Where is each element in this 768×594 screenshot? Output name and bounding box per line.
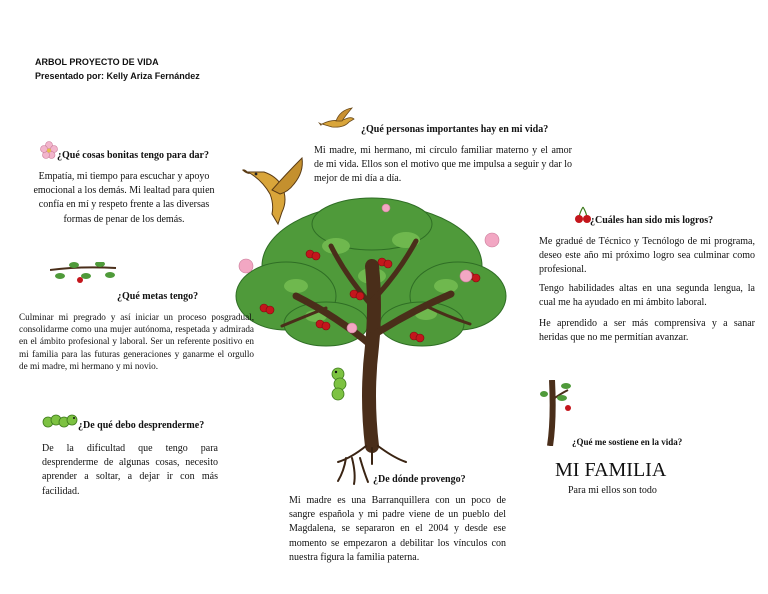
question-provengo: ¿De dónde provengo? xyxy=(373,474,466,485)
question-bonitas: ¿Qué cosas bonitas tengo para dar? xyxy=(57,150,209,161)
answer-logros-3: He aprendido a ser más comprensiva y a sanar heridas que no me permitían avanzar. xyxy=(539,318,755,344)
answer-logros-2: Tengo habilidades altas en una segunda lengua, la cual me ha ayudado en mi ámbito laboral. xyxy=(539,283,755,309)
family-heading: MI FAMILIA xyxy=(555,459,667,481)
question-sostiene: ¿Qué me sostiene en la vida? xyxy=(572,437,683,447)
question-logros: ¿Cuáles han sido mis logros? xyxy=(590,215,714,226)
trunk-icon xyxy=(540,380,572,446)
question-metas: ¿Qué metas tengo? xyxy=(117,291,199,302)
answer-provengo: Mi madre es una Barranquillera con un poco de sangre española y mi padre viene de un pueblo del Magdalena, se separaron en el 2004 y desde ese momento se empezaron a debilitar los vínculos con nuestra figura la familia paterna. xyxy=(289,495,506,563)
doc-title: ARBOL PROYECTO DE VIDA xyxy=(35,57,159,67)
question-personas: ¿Qué personas importantes hay en mi vida? xyxy=(361,124,549,135)
flower-icon xyxy=(39,141,59,159)
family-subtext: Para mi ellos son todo xyxy=(568,485,657,496)
answer-logros-1: Me gradué de Técnico y Tecnólogo de mi programa, deseo este año mi próximo logro sea culminar como profesional. xyxy=(539,236,755,276)
answer-metas: Culminar mi pregrado y así iniciar un proceso posgradual, consolidarme como una mujer autónoma, respetada y admirada en el ámbito profesional y laboral. Ser un referente positivo en mi familia para las futuras generaciones y ganarme el orgullo de mi madre, mi hermano y mi novio. xyxy=(19,312,254,371)
caterpillar-icon xyxy=(42,411,80,429)
branch-icon xyxy=(50,262,118,286)
question-desprenderme: ¿De qué debo desprenderme? xyxy=(78,420,205,431)
answer-bonitas: Empatía, mi tiempo para escuchar y apoyo emocional a los demás. Mi lealtad para quien confía en mí y respeto frente a las diversas formas de penar de los demás. xyxy=(33,171,215,225)
answer-desprenderme: De la dificultad que tengo para desprenderme de algunas cosas, necesito aprender a soltar, a dejar ir con más facilidad. xyxy=(42,443,218,497)
doc-author: Presentado por: Kelly Ariza Fernández xyxy=(35,71,200,81)
tree-illustration xyxy=(226,196,518,486)
bird-icon xyxy=(318,106,358,132)
answer-personas: Mi madre, mi hermano, mi círculo familiar materno y el amor de mi vida. Ellos son el motivo que me impulsa a seguir y dar lo mejor de mi día a día. xyxy=(314,145,572,185)
